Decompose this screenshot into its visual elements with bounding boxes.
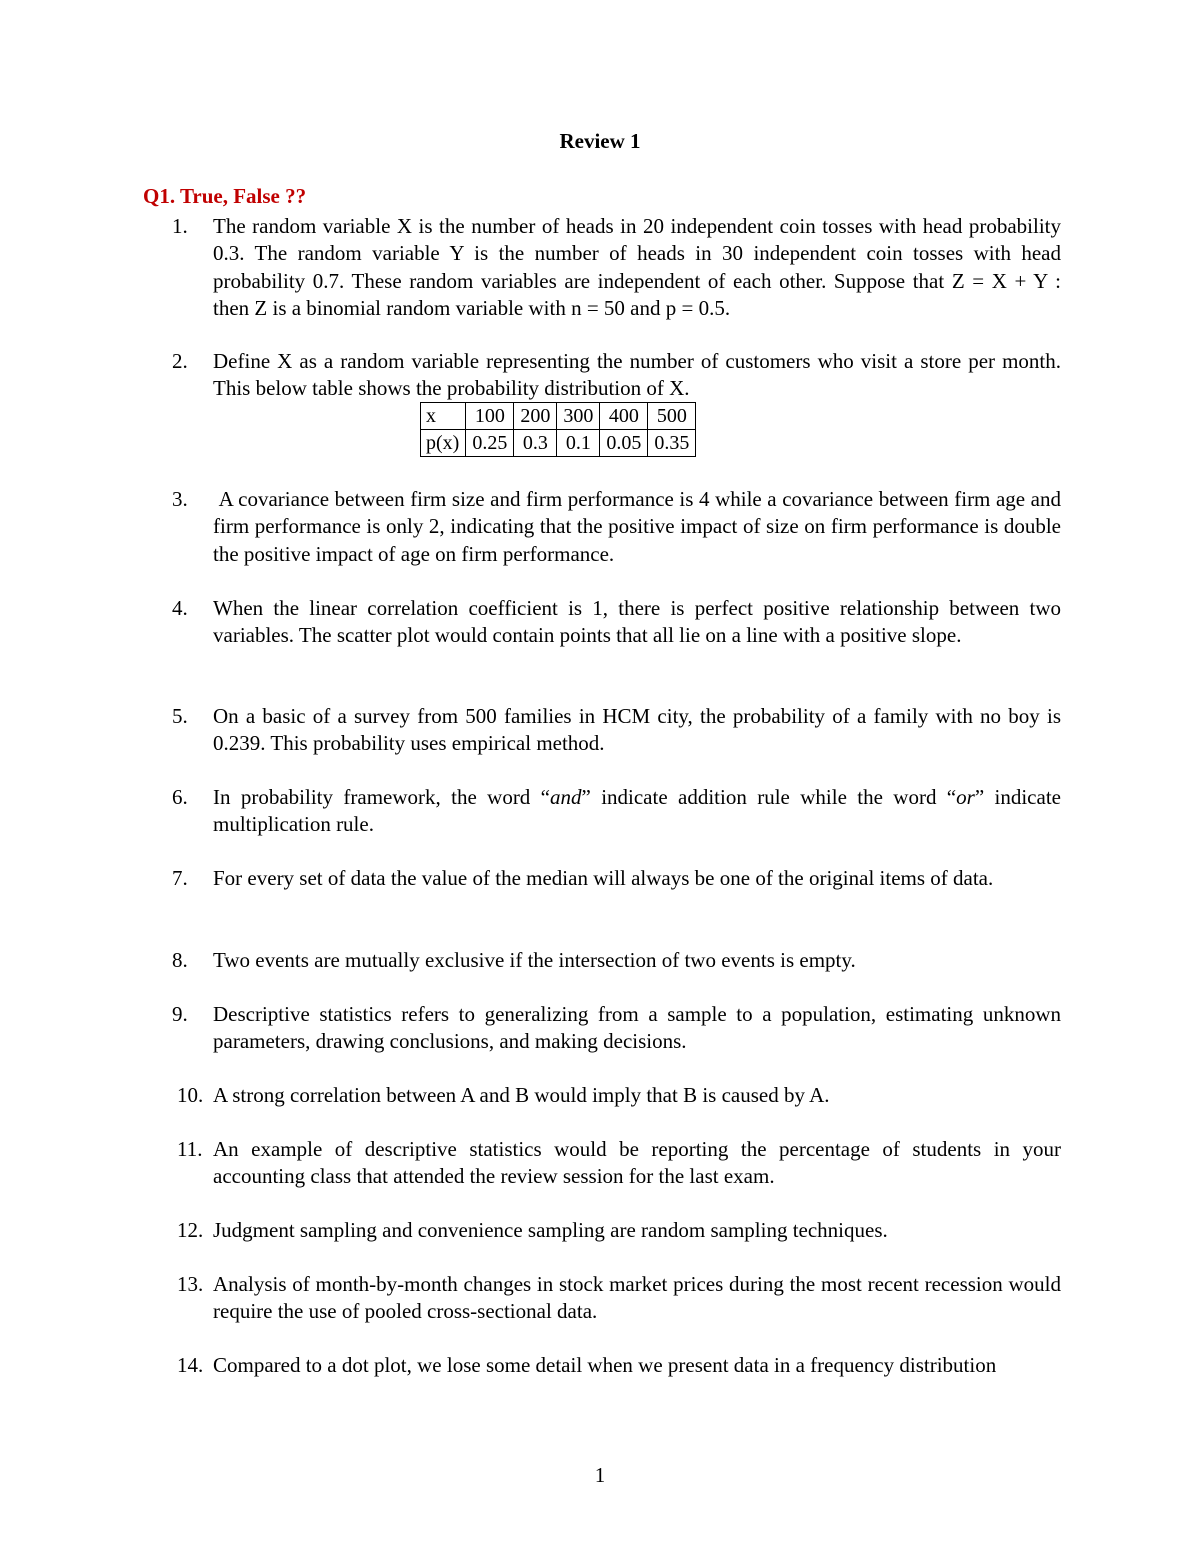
question-text bbox=[213, 784, 1061, 839]
text-segment: ” indicate addition rule while the word “ bbox=[581, 785, 957, 809]
table-cell: 300 bbox=[557, 403, 600, 430]
question-text: Judgment sampling and convenience sampling are random sampling techniques. bbox=[213, 1218, 888, 1242]
question-text: A strong correlation between A and B would imply that B is caused by A. bbox=[213, 1083, 830, 1107]
question-number: 12. bbox=[177, 1218, 204, 1242]
question-text: A covariance between firm size and firm performance is 4 while a covariance between firm age and firm performance is only 2, indicating that the positive impact of size on firm performance is double the positive impact of age on firm performance. bbox=[213, 487, 1067, 566]
probability-distribution-table bbox=[420, 402, 696, 457]
page-title: Review 1 bbox=[559, 129, 641, 153]
question-number: 7. bbox=[172, 866, 188, 890]
question-number: 10. bbox=[177, 1083, 204, 1107]
question-number: 2. bbox=[172, 349, 188, 373]
table-row bbox=[421, 430, 696, 457]
table-cell: 0.3 bbox=[514, 430, 557, 457]
question-text: When the linear correlation coefficient is 1, there is perfect positive relationship between two variables. The scatter plot would contain points that all lie on a line with a positive slope. bbox=[213, 596, 1061, 648]
table-cell: 500 bbox=[648, 403, 696, 430]
question-text: For every set of data the value of the median will always be one of the original items of data. bbox=[213, 866, 994, 890]
question-text: Two events are mutually exclusive if the intersection of two events is empty. bbox=[213, 948, 856, 972]
question-text: Analysis of month-by-month changes in stock market prices during the most recent recession would require the use of pooled cross-sectional data. bbox=[213, 1272, 1061, 1324]
question-text: The random variable X is the number of heads in 20 independent coin tosses with head probability 0.3. The random variable Y is the number of heads in 30 independent coin tosses with head probability 0.7. These random variables are independent of each other. Suppose that Z = X + Y : then Z is a binomial random variable with n = 50 and p = 0.5. bbox=[213, 214, 1061, 320]
question-number: 1. bbox=[172, 214, 188, 238]
question-number: 11. bbox=[177, 1137, 203, 1161]
table-row bbox=[421, 403, 696, 430]
emphasis-word-and: and bbox=[550, 785, 582, 809]
table-cell: 400 bbox=[600, 403, 648, 430]
table-cell: 0.05 bbox=[600, 430, 648, 457]
question-text: An example of descriptive statistics would be reporting the percentage of students in your accounting class that attended the review session for the last exam. bbox=[213, 1137, 1061, 1189]
text-segment: ” indicate multiplication rule. bbox=[213, 785, 1061, 837]
question-number: 3. bbox=[172, 487, 188, 511]
table-row-header: x bbox=[421, 403, 466, 430]
question-number: 4. bbox=[172, 596, 188, 620]
question-text: Descriptive statistics refers to generalizing from a sample to a population, estimating unknown parameters, drawing conclusions, and making decisions. bbox=[213, 1002, 1061, 1054]
emphasis-word-or: or bbox=[956, 785, 975, 809]
table-cell: 200 bbox=[514, 403, 557, 430]
table-cell: 100 bbox=[466, 403, 514, 430]
table-cell: 0.1 bbox=[557, 430, 600, 457]
table-cell: 0.35 bbox=[648, 430, 696, 457]
page-number: 1 bbox=[594, 1463, 606, 1487]
question-number: 13. bbox=[177, 1272, 204, 1296]
table-cell: 0.25 bbox=[466, 430, 514, 457]
question-text: Define X as a random variable representing the number of customers who visit a store per month. This below table shows the probability distribution of X. bbox=[213, 349, 1061, 401]
question-number: 6. bbox=[172, 785, 188, 809]
question-number: 14. bbox=[177, 1353, 204, 1377]
question-number: 8. bbox=[172, 948, 188, 972]
question-text: Compared to a dot plot, we lose some detail when we present data in a frequency distribution bbox=[213, 1353, 997, 1377]
question-number: 5. bbox=[172, 704, 188, 728]
text-segment: In probability framework, the word “ bbox=[213, 785, 550, 809]
table-row-header: p(x) bbox=[421, 430, 466, 457]
section-heading: Q1. True, False ?? bbox=[143, 184, 307, 208]
question-number: 9. bbox=[172, 1002, 188, 1026]
question-text: On a basic of a survey from 500 families in HCM city, the probability of a family with no boy is 0.239. This probability uses empirical method. bbox=[213, 704, 1061, 756]
